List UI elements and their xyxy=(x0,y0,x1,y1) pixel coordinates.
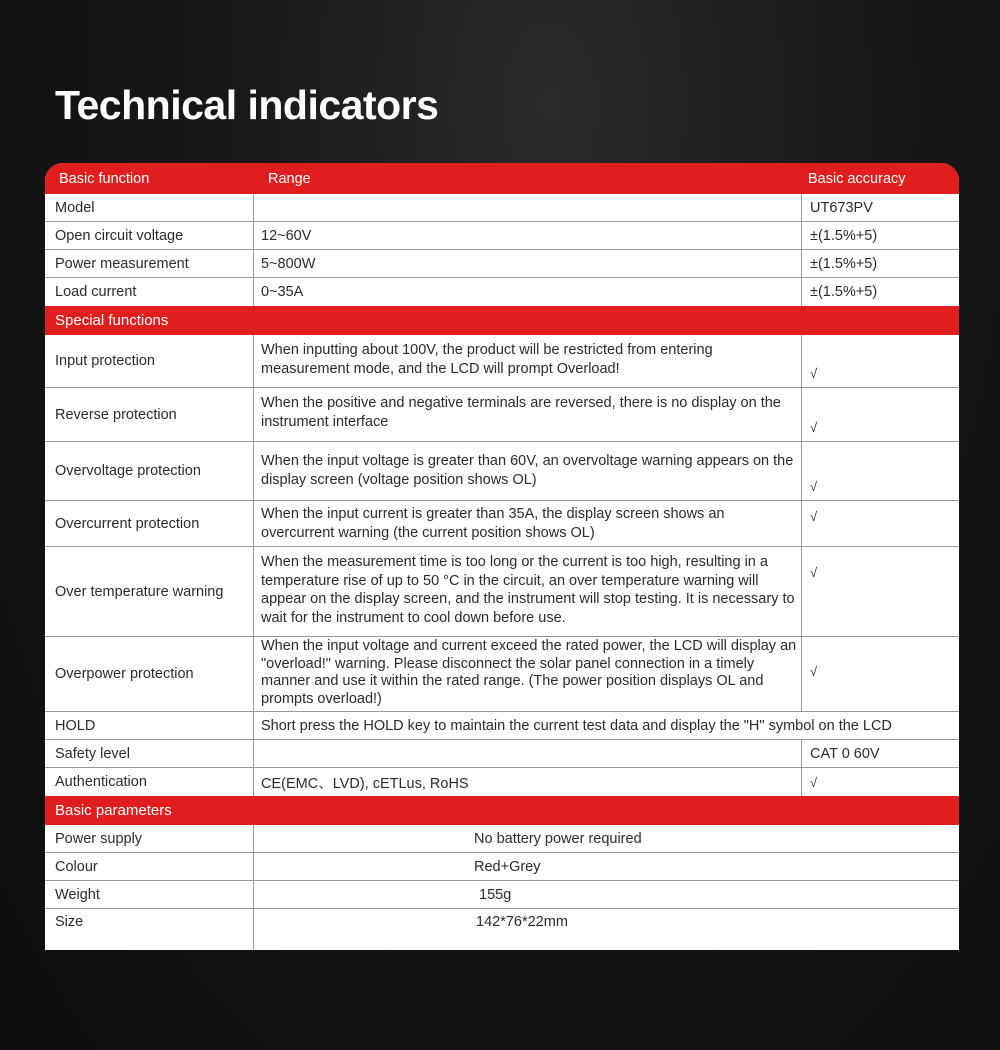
row-name: Overpower protection xyxy=(55,666,194,682)
row-name: Load current xyxy=(55,284,137,300)
table-row xyxy=(45,712,959,740)
check-mark: √ xyxy=(801,768,959,796)
row-name: Colour xyxy=(55,858,98,875)
row-name: HOLD xyxy=(55,717,96,734)
row-name: Reverse protection xyxy=(55,406,177,423)
row-accuracy: ±(1.5%+5) xyxy=(801,278,959,306)
row-name: Over temperature warning xyxy=(55,583,224,600)
table-row xyxy=(45,547,959,637)
row-name: Overcurrent protection xyxy=(55,515,200,532)
row-range: 12~60V xyxy=(253,222,801,249)
table-row xyxy=(45,768,959,796)
row-name: Overvoltage protection xyxy=(55,463,201,479)
row-name: Model xyxy=(55,199,95,216)
row-range: 0~35A xyxy=(253,278,801,306)
row-description: When the input current is greater than 35A, the display screen shows an overcurrent warning (the current position shows OL) xyxy=(253,501,801,546)
table-row xyxy=(45,194,959,222)
row-description: When inputting about 100V, the product will be restricted from entering measurement mode, and the LCD will prompt Overload! xyxy=(253,335,801,387)
row-value: 155g xyxy=(253,881,959,908)
spec-table xyxy=(45,163,959,950)
table-row xyxy=(45,825,959,853)
check-mark: √ xyxy=(801,335,959,387)
header-basic-accuracy: Basic accuracy xyxy=(808,170,906,187)
table-row xyxy=(45,909,959,950)
row-value: 142*76*22mm xyxy=(253,909,959,950)
table-row xyxy=(45,501,959,547)
row-name: Safety level xyxy=(55,745,130,762)
row-accuracy: ±(1.5%+5) xyxy=(801,250,959,277)
row-range xyxy=(253,740,801,767)
row-name: Size xyxy=(55,914,84,930)
table-row xyxy=(45,278,959,306)
row-name: Power supply xyxy=(55,830,143,847)
table-row xyxy=(45,222,959,250)
section-special-functions: Special functions xyxy=(45,306,959,335)
check-mark: √ xyxy=(801,388,959,441)
table-row xyxy=(45,250,959,278)
row-description: When the input voltage and current exceed the rated power, the LCD will display an "overload!" warning. Please disconnect the solar panel connection in a timely manner and use it within the rated range. (The power position displays OL and prompts overload!) xyxy=(253,637,801,711)
row-description: When the positive and negative terminals are reversed, there is no display on the instrument interface xyxy=(253,388,801,441)
row-accuracy: ±(1.5%+5) xyxy=(801,222,959,249)
page-title: Technical indicators xyxy=(55,82,439,128)
table-row xyxy=(45,637,959,712)
row-name: Authentication xyxy=(55,774,147,790)
row-description: When the input voltage is greater than 60V, an overvoltage warning appears on the display screen (voltage position shows OL) xyxy=(253,442,801,500)
table-row xyxy=(45,881,959,909)
row-range xyxy=(253,194,801,221)
table-header xyxy=(45,163,959,194)
row-description: Short press the HOLD key to maintain the current test data and display the "H" symbol on the LCD xyxy=(253,712,959,739)
row-range: CE(EMC、LVD), cETLus, RoHS xyxy=(253,768,801,796)
check-mark: √ xyxy=(801,547,959,636)
check-mark: √ xyxy=(801,637,959,711)
table-row xyxy=(45,442,959,501)
check-mark: √ xyxy=(801,442,959,500)
row-name: Input protection xyxy=(55,353,155,369)
header-range: Range xyxy=(268,170,311,187)
row-name: Power measurement xyxy=(55,255,189,272)
check-mark: √ xyxy=(801,501,959,546)
row-accuracy: UT673PV xyxy=(801,194,959,221)
table-row xyxy=(45,335,959,388)
row-value: Red+Grey xyxy=(253,853,959,880)
row-range: 5~800W xyxy=(253,250,801,277)
table-row xyxy=(45,388,959,442)
row-value: CAT 0 60V xyxy=(801,740,959,767)
table-row xyxy=(45,853,959,881)
row-value: No battery power required xyxy=(253,825,959,852)
header-basic-function: Basic function xyxy=(59,170,150,187)
table-row xyxy=(45,740,959,768)
section-basic-parameters: Basic parameters xyxy=(45,796,959,825)
row-description: When the measurement time is too long or the current is too high, resulting in a temperature rise of up to 50 °C in the circuit, an over temperature warning will appear on the display screen, and the instrument will stop testing. It is necessary to wait for the instrument to cool down before use. xyxy=(253,547,801,636)
row-name: Open circuit voltage xyxy=(55,227,184,244)
row-name: Weight xyxy=(55,886,100,903)
